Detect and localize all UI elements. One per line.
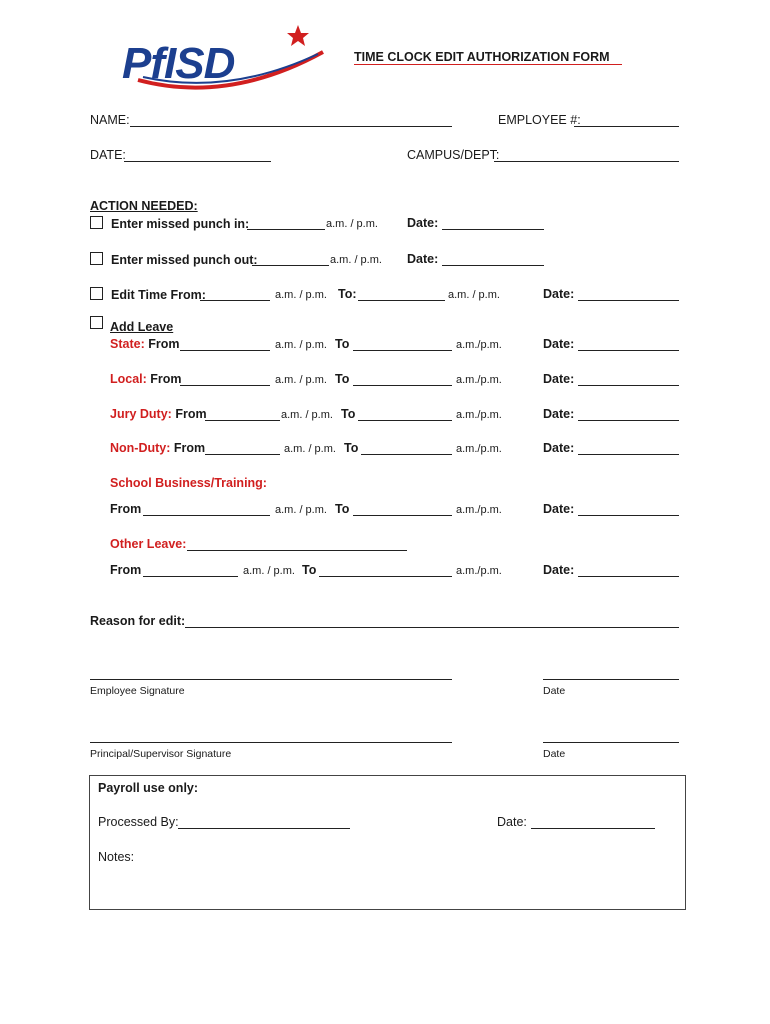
ampm-label: a.m. / p.m.: [448, 289, 500, 301]
employee-signature-label: Employee Signature: [90, 685, 185, 697]
to-label: To: [341, 407, 356, 421]
local-leave-row: [110, 372, 182, 386]
date-label: Date: [543, 685, 566, 697]
jury-duty-row: [110, 407, 207, 421]
ampm-label: a.m./p.m.: [456, 565, 502, 577]
date-label: Date:: [407, 252, 439, 266]
logo-text: PfISD: [122, 39, 235, 88]
missed-punch-in-row[interactable]: [90, 216, 249, 231]
local-label: Local:: [110, 372, 147, 386]
to-label: To: [344, 441, 359, 455]
edit-time-checkbox[interactable]: [90, 287, 103, 300]
employee-number-field[interactable]: [574, 126, 679, 127]
ampm-label: a.m. / p.m.: [284, 443, 336, 455]
add-leave-heading: Add Leave: [110, 320, 174, 334]
from-label: From: [173, 441, 206, 455]
form-title: TIME CLOCK EDIT AUTHORIZATION FORM: [354, 50, 610, 64]
payroll-date-field[interactable]: [531, 828, 655, 829]
ampm-label: a.m. / p.m.: [275, 339, 327, 351]
date-label: Date:: [543, 441, 575, 455]
employee-signature-date-field[interactable]: [543, 679, 679, 680]
jury-duty-label: Jury Duty:: [110, 407, 172, 421]
state-leave-row: [110, 337, 179, 351]
ampm-label: a.m./p.m.: [456, 339, 502, 351]
ampm-label: a.m./p.m.: [456, 409, 502, 421]
ampm-label: a.m. / p.m.: [281, 409, 333, 421]
to-label: To: [302, 563, 317, 577]
action-needed-heading: ACTION NEEDED:: [90, 199, 198, 213]
reason-label: Reason for edit:: [90, 614, 186, 628]
missed-punch-out-row[interactable]: [90, 252, 258, 267]
missed-punch-out-label: Enter missed punch out:: [111, 253, 258, 267]
ampm-label: a.m./p.m.: [456, 374, 502, 386]
campus-dept-label: CAMPUS/DEPT:: [407, 148, 500, 162]
ampm-label: a.m./p.m.: [456, 504, 502, 516]
non-duty-row: [110, 441, 205, 455]
date-label: Date:: [543, 287, 575, 301]
payroll-box: [89, 775, 686, 910]
employee-number-label: EMPLOYEE #:: [498, 113, 581, 127]
from-label: From: [175, 407, 207, 421]
name-field[interactable]: [130, 126, 452, 127]
non-duty-label: Non-Duty:: [110, 441, 171, 455]
processed-by-label: Processed By:: [98, 815, 179, 829]
missed-punch-in-checkbox[interactable]: [90, 216, 103, 229]
ampm-label: a.m./p.m.: [456, 443, 502, 455]
payroll-heading: Payroll use only:: [98, 781, 199, 795]
other-leave-label: Other Leave:: [110, 537, 187, 551]
to-label: To: [335, 337, 350, 351]
ampm-label: a.m. / p.m.: [275, 504, 327, 516]
date-label: DATE:: [90, 148, 126, 162]
principal-signature-date-field[interactable]: [543, 742, 679, 743]
to-label: To: [335, 502, 350, 516]
edit-time-label: Edit Time From:: [111, 288, 206, 302]
ampm-label: a.m. / p.m.: [243, 565, 295, 577]
payroll-date-label: Date:: [497, 815, 527, 829]
employee-signature-field[interactable]: [90, 679, 452, 680]
date-label: Date:: [407, 216, 439, 230]
date-label: Date:: [543, 407, 575, 421]
missed-punch-in-label: Enter missed punch in:: [111, 217, 250, 231]
add-leave-checkbox[interactable]: [90, 316, 103, 329]
from-label: From: [110, 502, 142, 516]
date-label: Date:: [543, 563, 575, 577]
missed-punch-out-checkbox[interactable]: [90, 252, 103, 265]
state-label: State:: [110, 337, 145, 351]
reason-field[interactable]: [185, 627, 679, 628]
name-label: NAME:: [90, 113, 130, 127]
campus-dept-field[interactable]: [494, 161, 679, 162]
date-field[interactable]: [124, 161, 271, 162]
ampm-label: a.m. / p.m.: [330, 254, 382, 266]
principal-signature-field[interactable]: [90, 742, 452, 743]
to-label: To: [335, 372, 350, 386]
processed-by-field[interactable]: [178, 828, 350, 829]
from-label: From: [148, 337, 180, 351]
pfisd-logo: [118, 22, 333, 92]
other-leave-field[interactable]: [187, 550, 407, 551]
ampm-label: a.m. / p.m.: [275, 374, 327, 386]
edit-time-row[interactable]: [90, 287, 206, 302]
notes-label: Notes:: [98, 850, 135, 864]
school-business-label: School Business/Training:: [110, 476, 267, 490]
principal-signature-label: Principal/Supervisor Signature: [90, 748, 232, 760]
from-label: From: [150, 372, 182, 386]
date-label: Date:: [543, 502, 575, 516]
ampm-label: a.m. / p.m.: [275, 289, 327, 301]
to-label: To:: [338, 287, 357, 301]
date-label: Date:: [543, 372, 575, 386]
from-label: From: [110, 563, 142, 577]
date-label: Date: [543, 748, 566, 760]
date-label: Date:: [543, 337, 575, 351]
ampm-label: a.m. / p.m.: [326, 218, 378, 230]
